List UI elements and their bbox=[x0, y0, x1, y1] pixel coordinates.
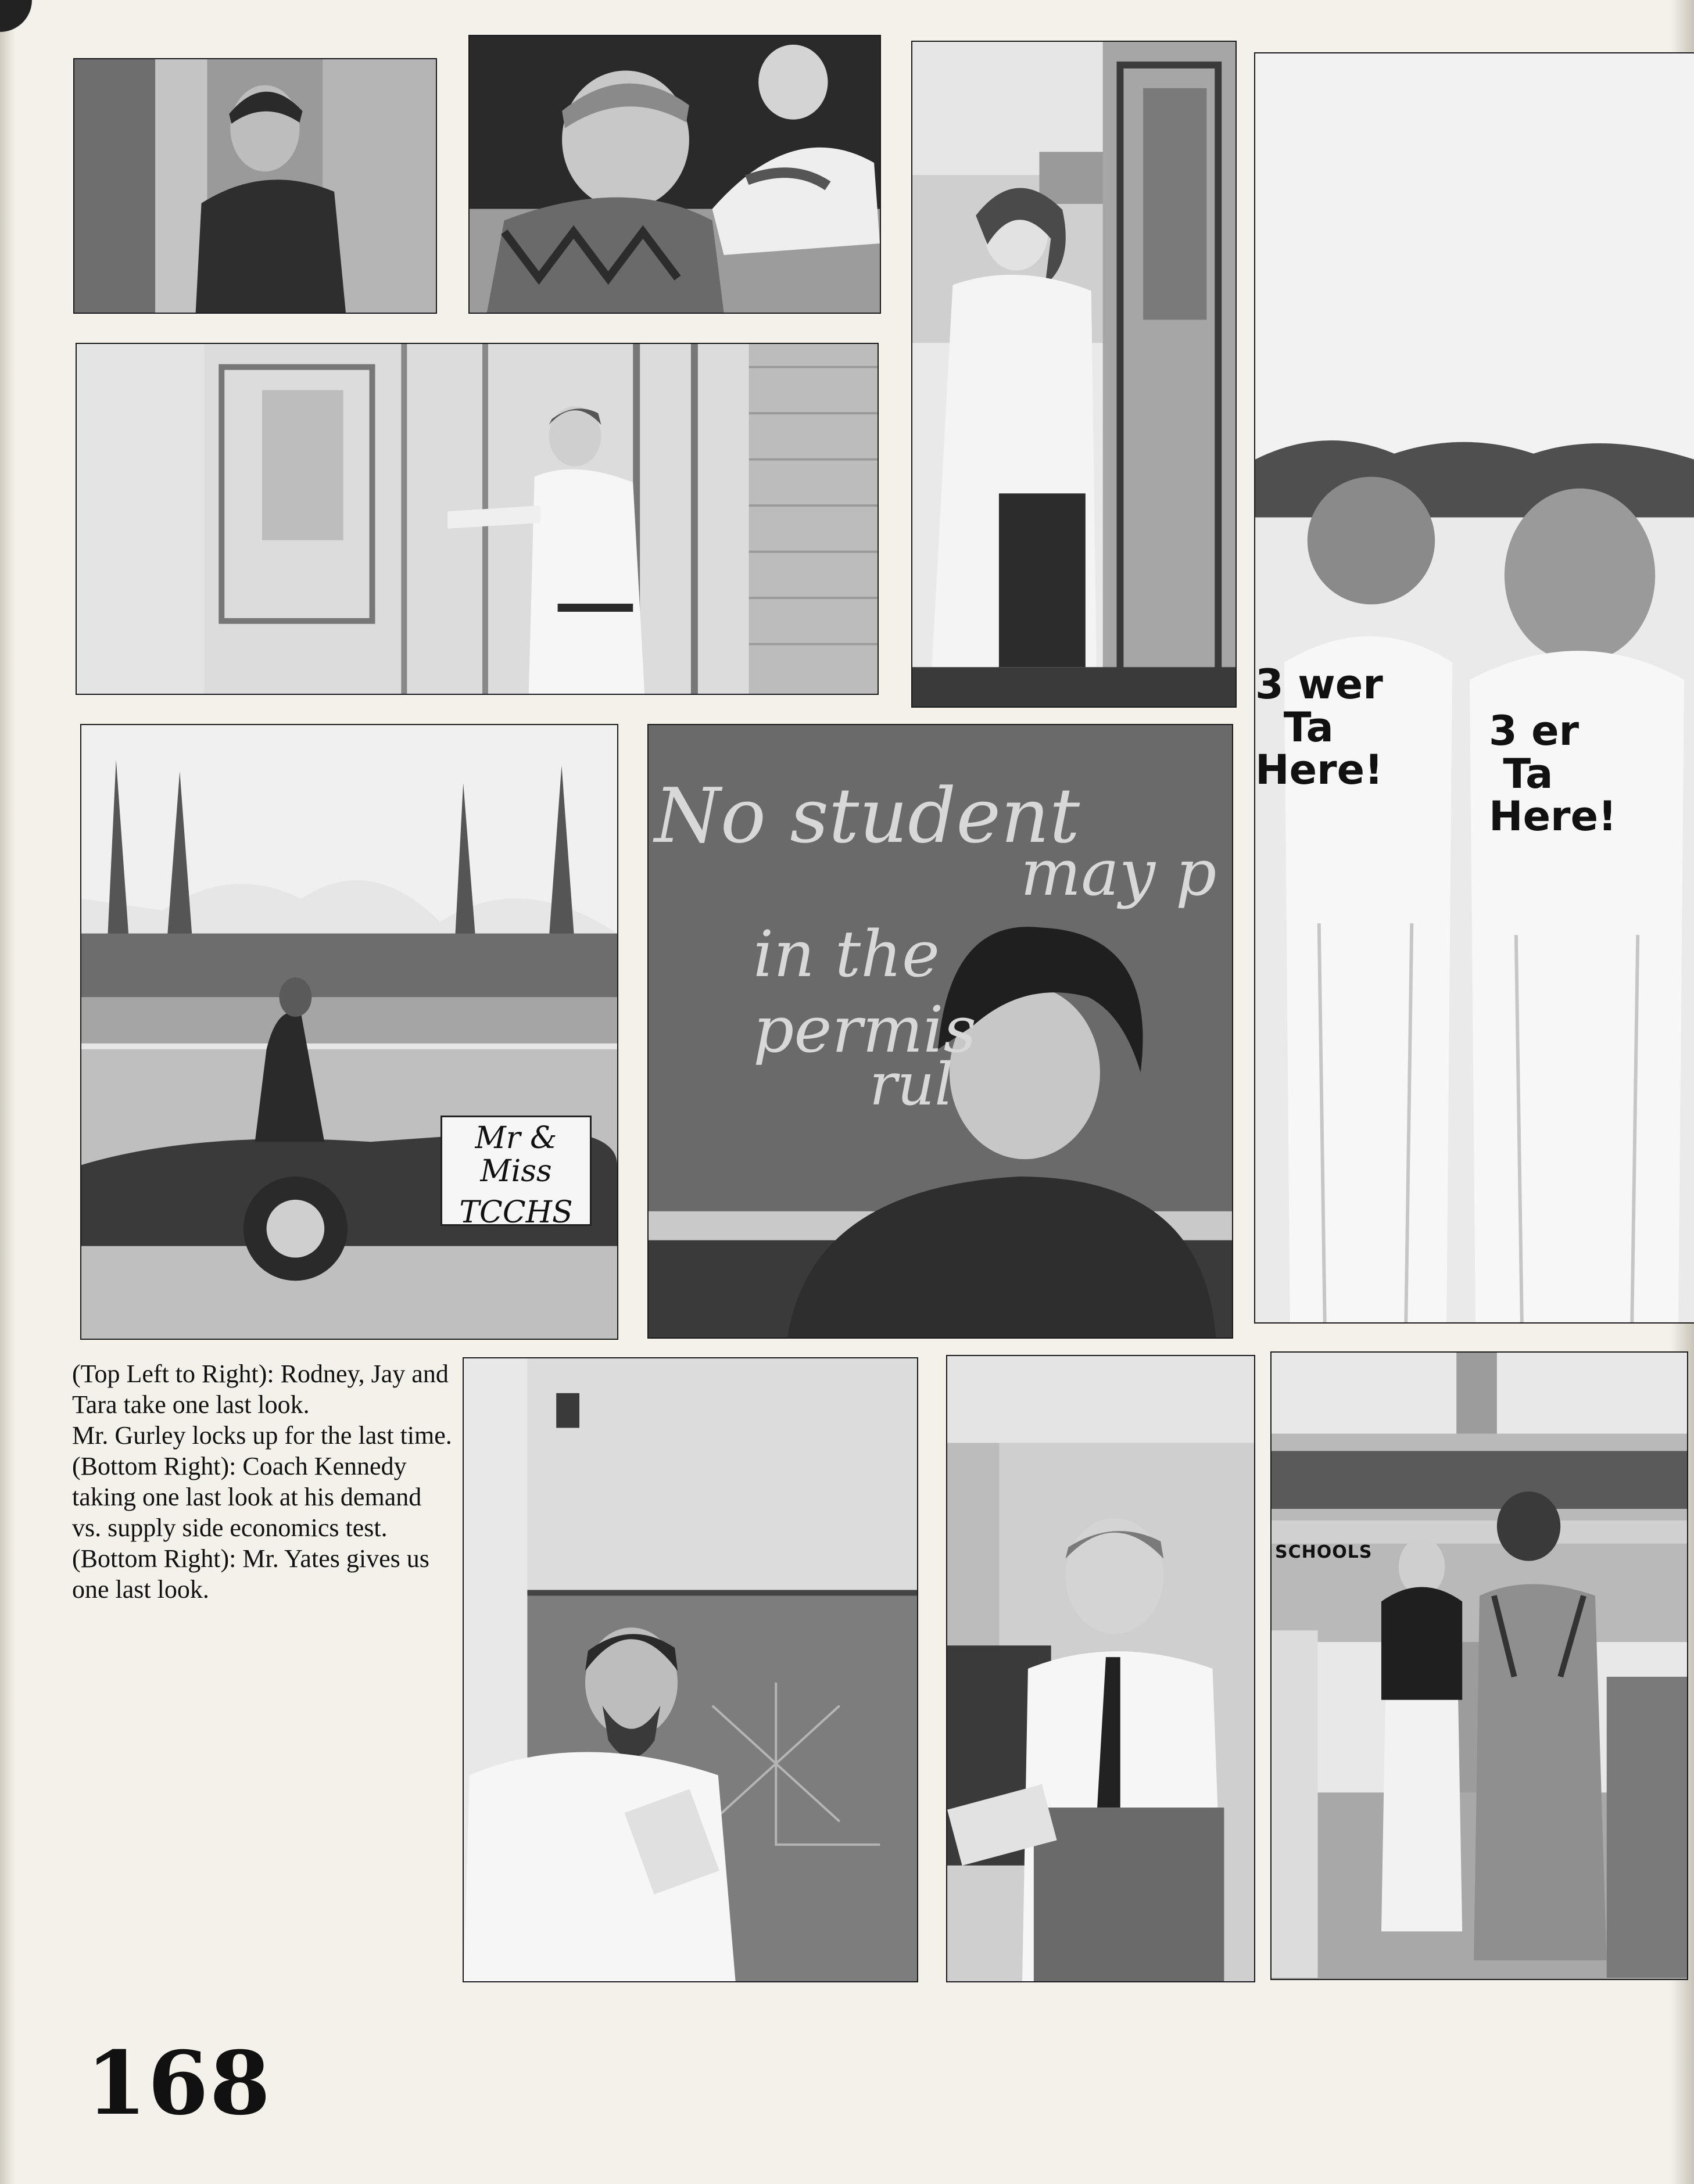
shirt-print-left: 3 wer Ta Here! bbox=[1255, 661, 1383, 794]
caption-line-4: (Bottom Right): Mr. Yates gives us one last look. bbox=[72, 1544, 429, 1604]
page-corner-shadow bbox=[0, 0, 41, 41]
photo-tshirts bbox=[1254, 52, 1694, 1324]
shirt-print-right: 3 er Ta Here! bbox=[1489, 707, 1617, 840]
photo-caption bbox=[72, 1358, 456, 1605]
photo-bus bbox=[1270, 1351, 1688, 1980]
photo-kennedy bbox=[463, 1357, 918, 1982]
photo-yates bbox=[946, 1355, 1255, 1982]
chalk-line-3: in the bbox=[753, 917, 940, 991]
photo-tara bbox=[911, 41, 1237, 708]
parade-car-sign bbox=[440, 1116, 592, 1231]
photo-jay bbox=[468, 35, 881, 314]
photo-rodney bbox=[73, 58, 437, 314]
page-number: 168 bbox=[86, 2032, 272, 2135]
caption-line-2: Mr. Gurley locks up for the last time. bbox=[72, 1421, 452, 1450]
bus-side-label: SCHOOLS bbox=[1275, 1542, 1373, 1562]
photo-chalkboard bbox=[647, 724, 1233, 1339]
caption-line-3: (Bottom Right): Coach Kennedy taking one last look at his demand vs. supply side economics test. bbox=[72, 1452, 422, 1542]
caption-line-1: (Top Left to Right): Rodney, Jay and Tara take one last look. bbox=[72, 1360, 449, 1419]
chalk-line-5: rul bbox=[869, 1050, 954, 1118]
page-left-edge bbox=[0, 0, 15, 2184]
sign-line-1: Mr & Miss bbox=[475, 1121, 557, 1189]
photo-gurley bbox=[76, 343, 879, 695]
chalk-line-1: No student bbox=[654, 772, 1080, 860]
photo-parade bbox=[80, 724, 618, 1340]
chalk-line-4: permis bbox=[753, 992, 977, 1067]
chalk-line-2: may p bbox=[1020, 835, 1217, 910]
sign-line-2: TCCHS bbox=[459, 1195, 573, 1231]
